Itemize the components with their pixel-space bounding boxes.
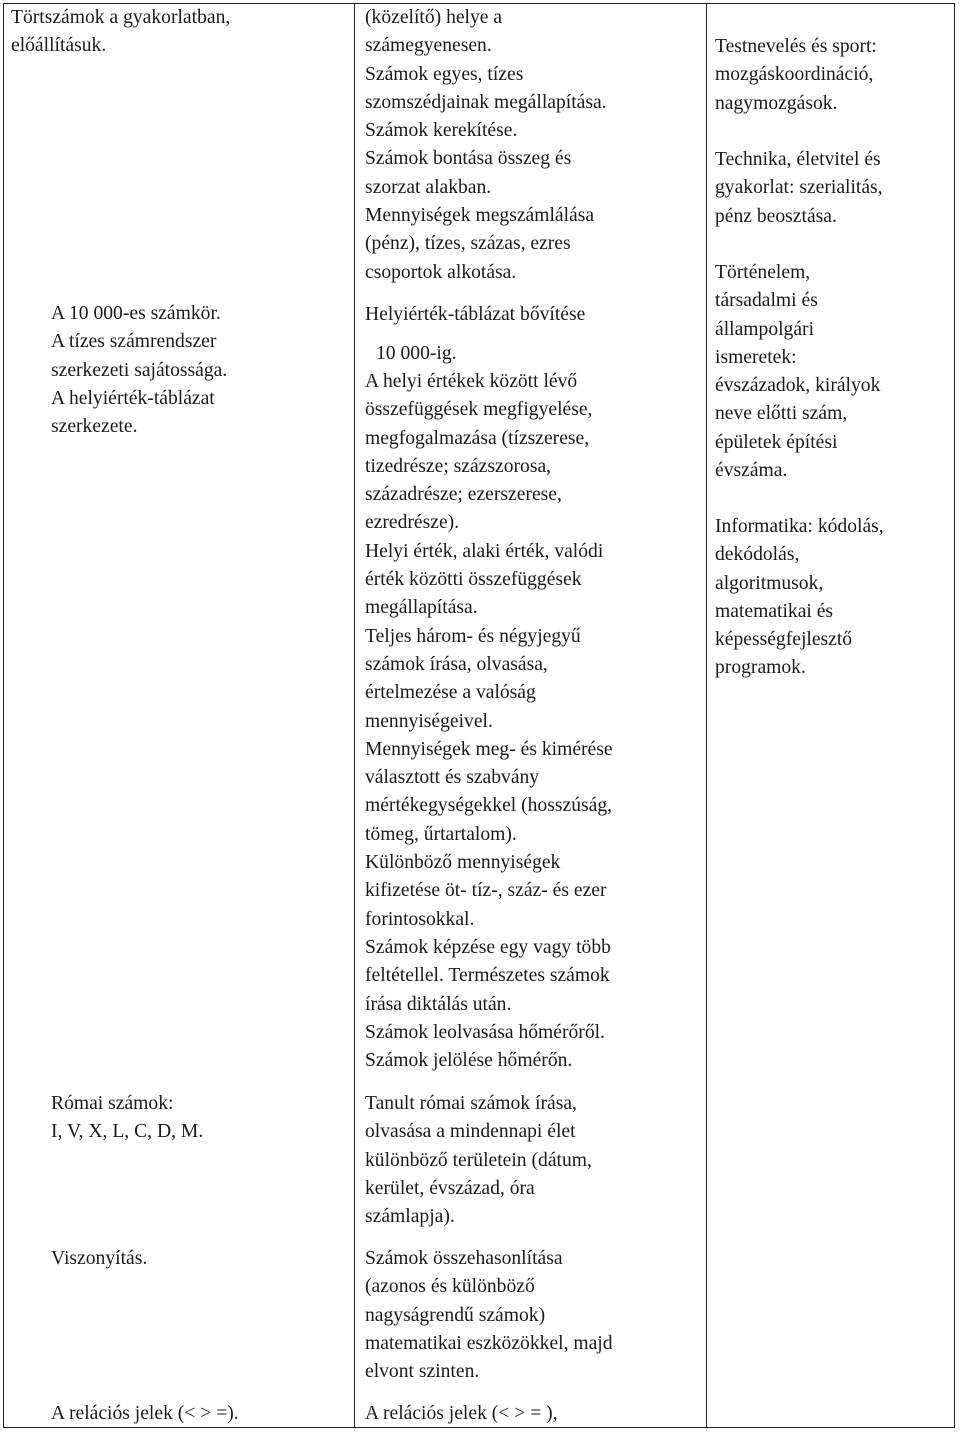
activity-place-value-heading-2: 10 000-ig.: [376, 343, 457, 364]
link-informatics: Informatika: kódolás, dekódolás, algoritmusok, matematikai és képességfejlesztő programok.: [715, 516, 884, 679]
link-physical-education: Testnevelés és sport: mozgáskoordináció, nagymozgások.: [715, 36, 877, 114]
topic-comparison: Viszonyítás.: [51, 1248, 148, 1269]
column-divider-1: [354, 4, 355, 1427]
activity-place-value-heading: Helyiérték-táblázat bővítése: [365, 304, 586, 325]
activity-number-comparison: Számok összehasonlítása (azonos és különböző nagyságrendű számok) matematikai eszközökkel, majd elvont szinten.: [365, 1248, 613, 1383]
link-technology: Technika, életvitel és gyakorlat: szerialitás, pénz beosztása.: [715, 149, 883, 227]
topic-fractions: Törtszámok a gyakorlatban, előállításuk.: [11, 7, 231, 57]
column-divider-2: [706, 4, 707, 1427]
topic-10000-range: A 10 000-es számkör. A tízes számrendszer szerkezeti sajátossága. A helyiérték-táblázat szerkezete.: [51, 303, 228, 438]
topic-roman-numerals: Római számok: I, V, X, L, C, D, M.: [51, 1093, 204, 1143]
link-history: Történelem, társadalmi és állampolgári ismeretek: évszázadok, királyok neve előtti szám, épületek építési évszáma.: [715, 262, 881, 482]
activity-place-value-relations: A helyi értékek között lévő összefüggések megfigyelése, megfogalmazása (tízszerese, tizedrésze; százszorosa, századrésze; ezerszerese, ezredrésze). Helyi érték, alaki érték, valódi érték közötti összefüggések megállapítása. Teljes három- és négyjegyű számok írása, olvasása, értelmezése a valóság mennyiségeivel. Mennyiségek meg- és kimérése választott és szabvány mértékegységekkel (hosszúság, tömeg, űrtartalom). Különböző mennyiségek kifizetése öt- tíz-, száz- és ezer forintosokkal. Számok képzése egy vagy több feltétellel. Természetes számok írása diktálás után. Számok leolvasása hőmérőről. Számok jelölése hőmérőn.: [365, 371, 613, 1072]
topic-relation-signs: A relációs jelek (< > =).: [51, 1403, 239, 1424]
activity-roman-numerals: Tanult római számok írása, olvasása a mindennapi élet különböző területein (dátum, kerület, évszázad, óra számlapja).: [365, 1093, 592, 1228]
activity-number-line: (közelítő) helye a számegyenesen. Számok egyes, tízes szomszédjainak megállapítása. Számok kerekítése. Számok bontása összeg és szorzat alakban. Mennyiségek megszámlálása (pénz), tízes, százas, ezres csoportok alkotása.: [365, 7, 607, 283]
activity-relation-signs: A relációs jelek (< > = ),: [365, 1403, 558, 1424]
